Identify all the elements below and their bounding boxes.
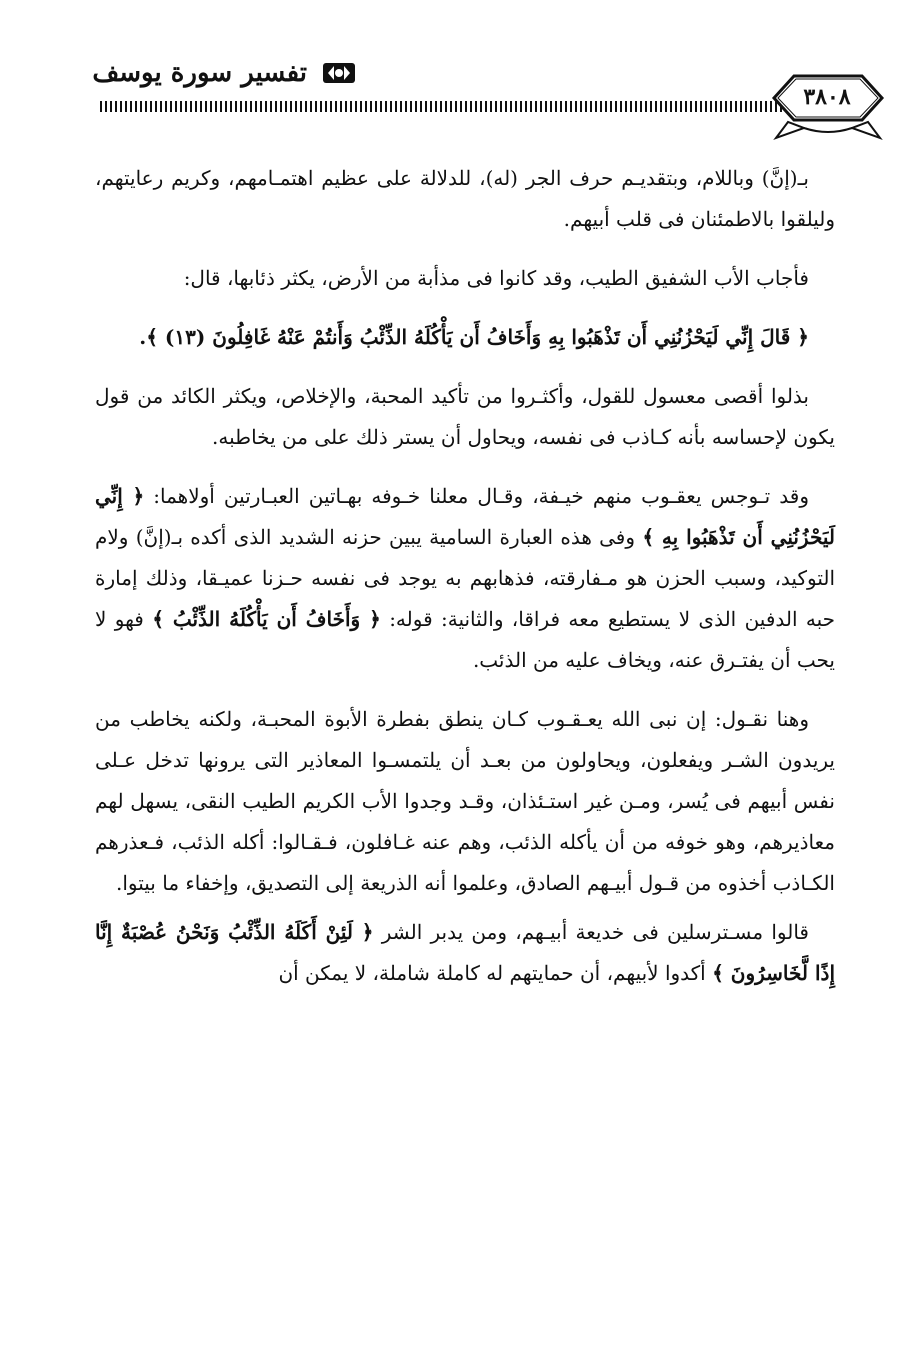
paragraph-text: بـ(إنَّ) وباللام، وبتقديـم حرف الجر (له)، للدلالة على عظيم اهتمـامهم، وكريم رعايتهم، وليلقوا بالاطمئنان فى قلب أبيهم. — [95, 166, 835, 231]
body-text — [95, 158, 835, 1012]
paragraph — [95, 476, 835, 681]
page-header — [0, 0, 919, 150]
paragraph — [95, 699, 835, 904]
paragraph-text: بذلوا أقصى معسول للقول، وأكثـروا من تأكيد المحبة، والإخلاص، ويكثر الكائد من قول يكون لإحساسه بأنه كـاذب فى نفسه، ويحاول أن يستر ذلك على من يخاطبه. — [95, 384, 835, 449]
paragraph-text: فهو لا يحب أن يفتـرق عنه، ويخاف عليه من الذئب. — [95, 607, 835, 672]
verse-quote: ﴿ لَئِنْ أَكَلَهُ الذِّئْبُ وَنَحْنُ عُصْبَةٌ إِنَّا إِذًا لَّخَاسِرُونَ ﴾ — [95, 920, 835, 985]
header-rule — [100, 101, 835, 112]
paragraph — [95, 158, 835, 240]
paragraph-text: وفى هذه العبارة السامية يبين حزنه الشديد الذى أكده بـ(إنَّ) ولام التوكيد، وسبب الحزن هو مـفارقته، فذهابهم به يوجد فى نفسه حـزنا عميـقا، وذلك إمارة حبه الدفين الذى لا يستطيع معه فراقا، والثانية: قوله: — [95, 525, 835, 631]
paragraph-text: وهنا نقـول: إن نبى الله يعـقـوب كـان ينطق بفطرة الأبوة المحبـة، ولكنه يخاطب من يريدون الشـر ويفعلون، ويحاولون من بعـد أن يلتمسـوا المعاذير التى يرونها تدخل عـلى نفس أبيهم فى يُسر، ومـن غير استـئذان، وقـد وجدوا الأب الكريم الطيب النقى، يسهل لهم معاذيرهم، وهو خوفه من أن يأكله الذئب، وهم عنه غـافلون، فـقـالوا: أكله الذئب، فـعذرهم الكـاذب أخذوه من قـول أبيـهم الصادق، وعلموا أنه الذريعة إلى التصديق، وإخفاء ما بيتوا. — [95, 707, 835, 895]
ornament-icon — [322, 60, 356, 86]
page-number: ٣٨٠٨ — [803, 84, 851, 110]
verse-quote: ﴿ وَأَخَافُ أَن يَأْكُلَهُ الذِّئْبُ ﴾ — [152, 607, 381, 631]
quranic-verse — [95, 317, 835, 358]
paragraph-text: قالوا مسـترسلين فى خديعة أبيـهم، ومن يدبر الشر — [373, 920, 809, 944]
paragraph-text: أكدوا لأبيهم، أن حمايتهم له كاملة شاملة، لا يمكن أن — [278, 961, 713, 985]
page-title: تفسير سورة يوسف — [92, 58, 307, 88]
paragraph — [95, 912, 835, 994]
paragraph — [95, 258, 835, 299]
paragraph — [95, 376, 835, 458]
verse-quote: ﴿ إِنِّي لَيَحْزُنُنِي أَن تَذْهَبُوا بِهِ ﴾ — [95, 484, 835, 549]
verse-text: ﴿ قَالَ إِنِّي لَيَحْزُنُنِي أَن تَذْهَبُوا بِهِ وَأَخَافُ أَن يَأْكُلَهُ الذِّئْبُ وَأَنتُمْ عَنْهُ غَافِلُونَ (١٣) ﴾. — [139, 325, 809, 349]
paragraph-text: وقد تـوجس يعقـوب منهم خيـفة، وقـال معلنا خـوفه بهـاتين العبـارتين أولاهما: — [144, 484, 809, 508]
paragraph-text: فأجاب الأب الشفيق الطيب، وقد كانوا فى مذأبة من الأرض، يكثر ذئابها، قال: — [183, 266, 809, 290]
